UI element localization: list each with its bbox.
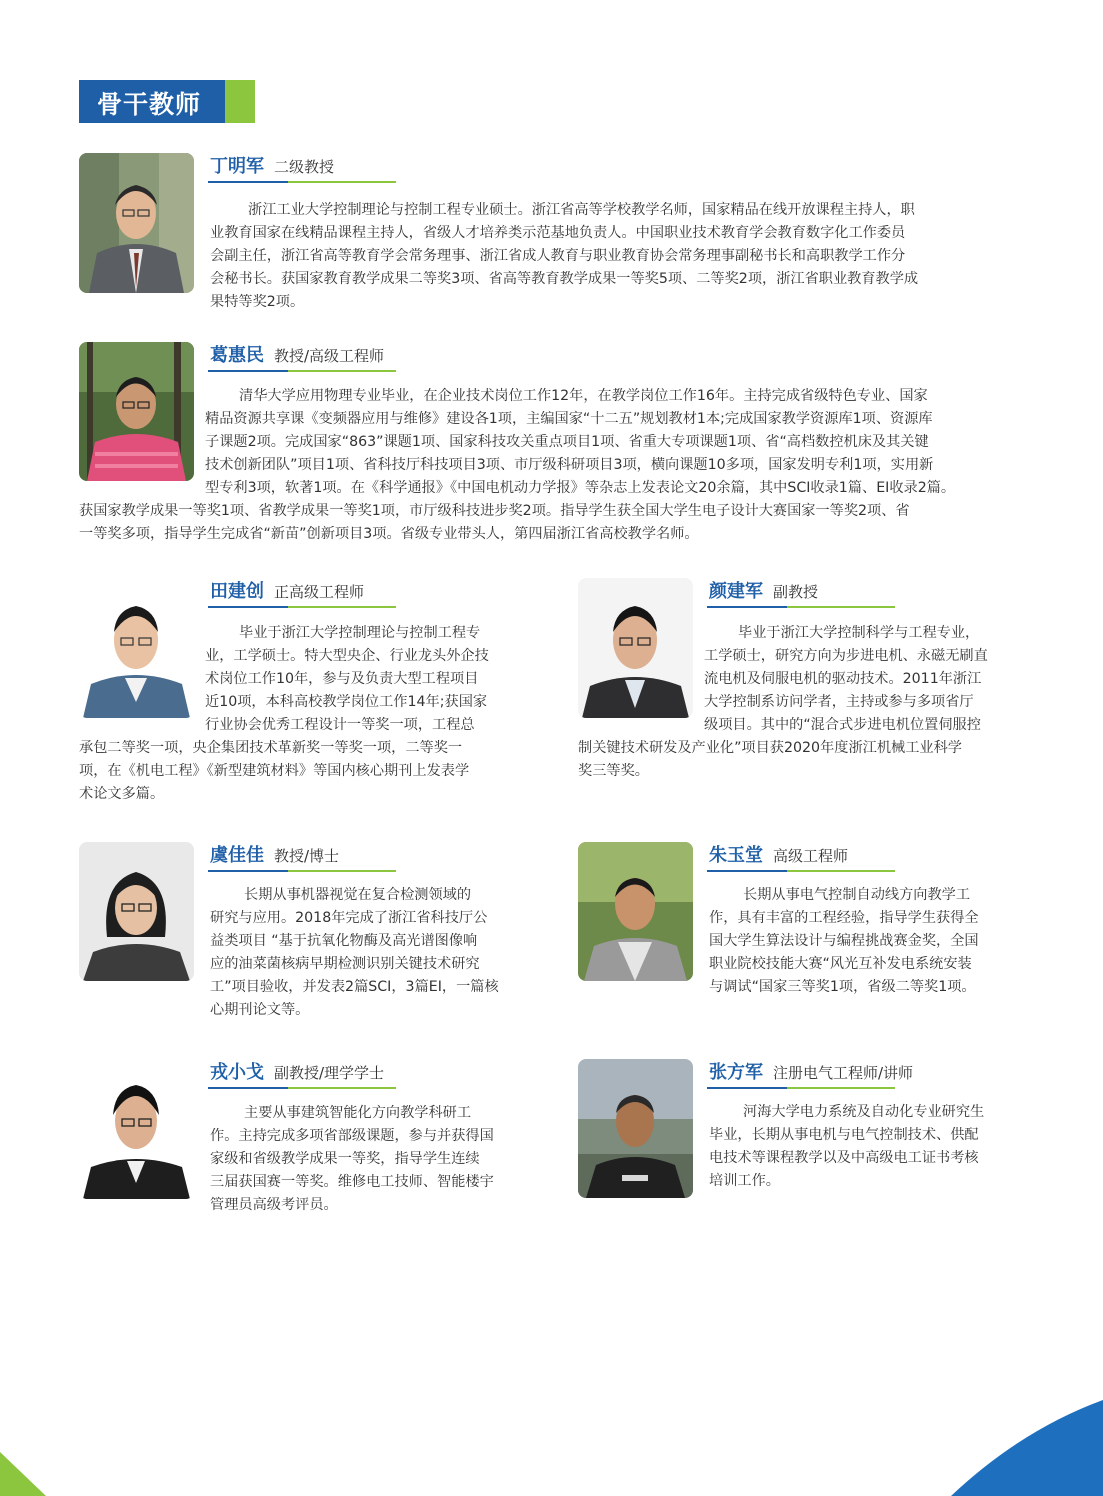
bio-line: 工”项目验收，并发表2篇SCI，3篇EI，一篇核 (210, 979, 499, 995)
bio-line: 奖三等奖。 (578, 763, 649, 779)
name-underline (707, 870, 895, 872)
teacher-bio (79, 385, 1025, 546)
teacher-photo (79, 1059, 194, 1199)
bio-line: 河海大学电力系统及自动化专业研究生 (743, 1104, 985, 1120)
teacher-name: 戎小戈 (210, 1062, 264, 1083)
teacher-name-row (210, 341, 396, 371)
bio-line: 流电机及伺服电机的驱动技术。2011年浙江 (704, 671, 982, 687)
bio-line: 清华大学应用物理专业毕业，在企业技术岗位工作12年，在教学岗位工作16年。主持完成省级特色专业、国家 (239, 388, 928, 404)
teacher-photo (79, 153, 194, 293)
bio-line: 心期刊论文等。 (210, 1002, 310, 1018)
teacher-title: 教授/高级工程师 (274, 347, 385, 365)
bio-line: 长期从事机器视觉在复合检测领域的 (244, 887, 472, 903)
bio-line: 浙江工业大学控制理论与控制工程专业硕士。浙江省高等学校教学名师，国家精品在线开放课程主持人，职 (248, 202, 915, 218)
teacher-photo (79, 842, 194, 981)
name-underline (208, 181, 396, 183)
bio-line: 业，工学硕士。特大型央企、行业龙头外企技 (205, 648, 489, 664)
teacher-bio (578, 622, 1024, 783)
bio-line: 电技术等课程教学以及中高级电工证书考核 (709, 1150, 979, 1166)
section-title: 骨干教师 (97, 90, 202, 119)
bio-line: 毕业于浙江大学控制理论与控制工程专 (239, 625, 481, 641)
teacher-title: 副教授/理学学士 (274, 1064, 385, 1082)
teacher-photo (578, 1059, 693, 1198)
teacher-name: 颜建军 (709, 581, 763, 602)
teacher-bio (709, 1101, 1024, 1193)
teacher-bio (709, 884, 1024, 999)
heading-green-block (225, 80, 255, 123)
bio-line: 果特等奖2项。 (210, 294, 305, 310)
bio-line: 研究与应用。2018年完成了浙江省科技厅公 (210, 910, 488, 926)
name-underline (707, 1087, 895, 1089)
teacher-name-row (210, 152, 396, 182)
bio-line: 子课题2项。完成国家“863”课题1项、国家科技攻关重点项目1项、省重大专项课题1项、省“高档数控机床及其关键 (205, 434, 929, 450)
teacher-name-row (709, 1058, 929, 1088)
teacher-bio (210, 1102, 525, 1217)
bio-line: 会秘书长。获国家教育教学成果二等奖3项、省高等教育教学成果一等奖5项、二等奖2项，浙江省职业教育教学成 (210, 271, 919, 287)
bio-line: 术论文多篇。 (79, 786, 165, 802)
name-underline (208, 606, 396, 608)
bio-line: 国大学生算法设计与编程挑战赛金奖，全国 (709, 933, 979, 949)
bio-line: 益类项目 “基于抗氧化物酶及高光谱图像响 (210, 933, 478, 949)
bio-line: 技术创新团队”项目1项、省科技厅科技项目3项、市厅级科研项目3项，横向课题10多项，国家发明专利1项，实用新 (205, 457, 934, 473)
bio-line: 毕业于浙江大学控制科学与工程专业， (738, 625, 980, 641)
teacher-title: 高级工程师 (773, 847, 849, 865)
teacher-name: 张方军 (709, 1062, 763, 1083)
corner-decoration-left (0, 1452, 50, 1496)
bio-line: 作，具有丰富的工程经验，指导学生获得全 (709, 910, 979, 926)
bio-line: 级项目。其中的“混合式步进电机位置伺服控 (704, 717, 981, 733)
bio-line: 职业院校技能大赛“风光互补发电系统安装 (709, 956, 972, 972)
bio-line: 工学硕士，研究方向为步进电机、永磁无刷直 (704, 648, 988, 664)
teacher-name: 虞佳佳 (210, 845, 264, 866)
bio-line: 一等奖多项，指导学生完成省“新苗”创新项目3项。省级专业带头人，第四届浙江省高校教学名师。 (79, 526, 699, 542)
teacher-name-row (709, 577, 895, 607)
teacher-title: 二级教授 (274, 158, 335, 176)
corner-decoration-right (951, 1400, 1103, 1496)
bio-line: 培训工作。 (709, 1173, 780, 1189)
bio-line: 管理员高级考评员。 (210, 1197, 338, 1213)
teacher-name-row (210, 841, 396, 871)
bio-line: 精品资源共享课《变频器应用与维修》建设各1项，主编国家“十二五”规划教材1本;完成国家教学资源库1项、资源库 (205, 411, 933, 427)
teacher-title: 副教授 (773, 583, 819, 601)
bio-line: 获国家教学成果一等奖1项、省教学成果一等奖1项，市厅级科技进步奖2项。指导学生获全国大学生电子设计大赛国家一等奖2项、省 (79, 503, 910, 519)
bio-line: 术岗位工作10年，参与及负责大型工程项目 (205, 671, 479, 687)
bio-line: 长期从事电气控制自动线方向教学工 (743, 887, 971, 903)
name-underline (208, 370, 396, 372)
bio-line: 型专利3项，软著1项。在《科学通报》《中国电机动力学报》等杂志上发表论文20余篇，其中SCI收录1篇、EI收录2篇。 (205, 480, 956, 496)
teacher-bio (210, 884, 525, 1022)
bio-line: 会副主任，浙江省高等教育学会常务理事、浙江省成人教育与职业教育协会常务理事副秘书长和高职教学工作分 (210, 248, 906, 264)
name-underline (707, 606, 895, 608)
bio-line: 家级和省级教学成果一等奖，指导学生连续 (210, 1151, 480, 1167)
name-underline (208, 1087, 396, 1089)
bio-line: 承包二等奖一项，央企集团技术革新奖一等奖一项，二等奖一 (79, 740, 463, 756)
bio-line: 三届获国赛一等奖。维修电工技师、智能楼宇 (210, 1174, 494, 1190)
bio-line: 业教育国家在线精品课程主持人，省级人才培养类示范基地负责人。中国职业技术教育学会教育数字化工作委员 (210, 225, 906, 241)
teacher-title: 注册电气工程师/讲师 (773, 1064, 914, 1082)
bio-line: 行业协会优秀工程设计一等奖一项，工程总 (205, 717, 475, 733)
bio-line: 作。主持完成多项省部级课题，参与并获得国 (210, 1128, 494, 1144)
teacher-title: 正高级工程师 (274, 583, 365, 601)
bio-line: 主要从事建筑智能化方向教学科研工 (244, 1105, 472, 1121)
teacher-title: 教授/博士 (274, 847, 340, 865)
bio-line: 制关键技术研发及产业化”项目获2020年度浙江机械工业科学 (578, 740, 962, 756)
teacher-name-row (709, 841, 895, 871)
teacher-bio (210, 199, 1025, 314)
bio-line: 应的油菜菌核病早期检测识别关键技术研究 (210, 956, 480, 972)
name-underline (208, 870, 396, 872)
bio-line: 大学控制系访问学者，主持或参与多项省厅 (704, 694, 974, 710)
teacher-name-row (210, 577, 396, 607)
teacher-name: 朱玉堂 (709, 845, 763, 866)
bio-line: 与调试“国家三等奖1项，省级二等奖1项。 (709, 979, 976, 995)
section-heading (79, 80, 255, 123)
bio-line: 毕业，长期从事电机与电气控制技术、供配 (709, 1127, 979, 1143)
teacher-name: 田建创 (210, 581, 264, 602)
teacher-name: 葛惠民 (210, 345, 264, 366)
teacher-photo (578, 842, 693, 981)
bio-line: 项，在《机电工程》《新型建筑材料》等国内核心期刊上发表学 (79, 763, 470, 779)
teacher-bio (79, 622, 525, 806)
teacher-name-row (210, 1058, 396, 1088)
bio-line: 近10项，本科高校教学岗位工作14年;获国家 (205, 694, 488, 710)
teacher-name: 丁明军 (210, 156, 264, 177)
